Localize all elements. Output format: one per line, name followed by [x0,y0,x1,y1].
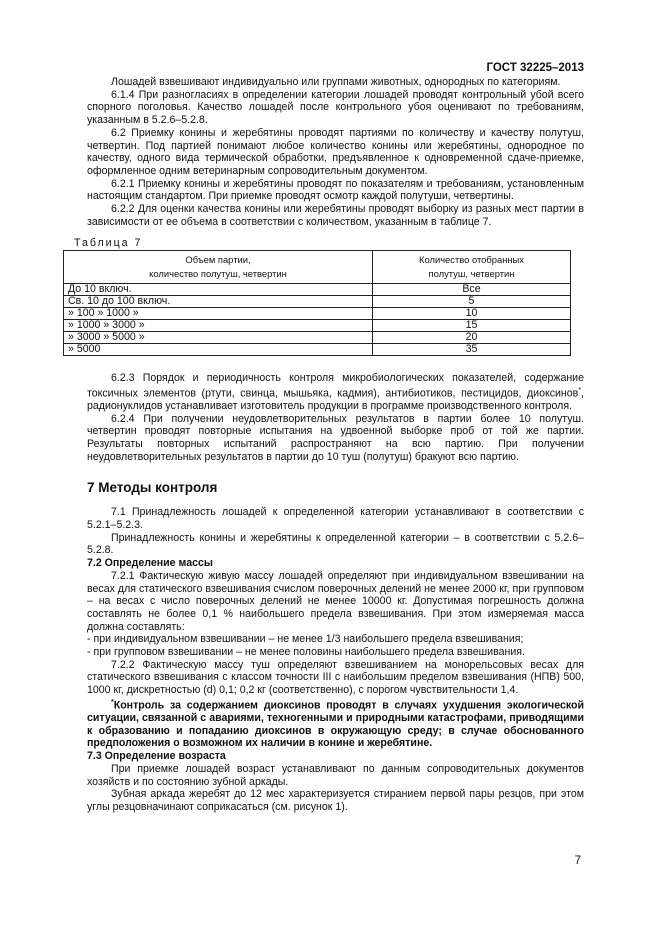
cell-count: Все [373,284,571,296]
document-body [68,76,584,814]
cell-count: 15 [373,320,571,332]
subsection-heading: 7.2 Определение массы [87,557,213,570]
paragraph: 6.2.4 При получении неудовлетворительных результатов в партии более 10 полутуш. четвертин проводят повторные испытания на удвоенной выборке проб от той же партии. Результаты повторных испытаний распространяют на всю партию. При получении неудовлетворительных результатов в партии до 10 туш (полутуш) бракуют всю партию. [87,412,584,463]
column-header-volume: Объем партии, количество полутуш, четвертин [64,251,373,284]
cell-count: 5 [373,296,571,308]
list-item: - при индивидуальном взвешивании – не менее 1/3 наибольшего предела взвешивания; [87,633,524,646]
paragraph: 6.2.2 Для оценки качества конины или жеребятины проводят выборку из разных мест партии в зависимости от ее объема в соответствии с количеством, указанным в таблице 7. [87,203,584,228]
cell-volume: » 1000 » 3000 » [64,320,373,332]
paragraph: Зубная аркада жеребят до 12 мес характеризуется стиранием первой пары резцов, при этом углы резцовначинают соприкасаться (см. рисунок 1). [87,788,584,813]
footnote-mark: * [578,386,582,394]
cell-volume: » 5000 [64,344,373,356]
cell-volume: » 3000 » 5000 » [64,332,373,344]
table-row [64,320,571,332]
paragraph: 6.2.1 Приемку конины и жеребятины проводят по показателям и требованиям, установленным настоящим стандартом. При приемке проводят осмотр каждой полутуши, четвертины. [87,177,584,203]
table-row [64,296,571,308]
table-row [64,344,571,356]
table-header-row [64,251,571,284]
paragraph: 7.2.1 Фактическую живую массу лошадей определяют при индивидуальном взвешивании на весах для статического взвешивания счислом поверочных делений не менее 2000 кг, при групповом – на весах с число поверочных делений не менее 10000 кг. Допустимая погрешность должна составлять не более 0,1 % наибольшего предела взвешивания. При этом измеряемая масса должна составлять: [87,569,584,633]
paragraph: 6.2.3 Порядок и периодичность контроля микробиологических показателей, содержание токсичных элементов (ртути, свинца, мышьяка, кадмия), антибиотиков, пестицидов, диоксинов*, радионуклидов устанавливает изготовитель продукции в программе производственного контроля. [87,372,584,413]
table-row [64,332,571,344]
table-caption: Таблица 7 [74,237,143,250]
subsection-heading: 7.3 Определение возраста [87,750,226,763]
paragraph: При приемке лошадей возраст устанавливают по данным сопроводительных документов хозяйств и по состоянию зубной аркады. [87,762,584,788]
cell-count: 10 [373,308,571,320]
cell-volume: До 10 включ. [64,284,373,296]
paragraph: 6.2 Приемку конины и жеребятины проводят партиями по количеству и качеству полутуш, четвертин. Под партией понимают любое количество конины или жеребятины, однородное по качеству, одного вида термической обработки, предъявленное к одновременной сдаче-приемке, оформленное одним ветеринарным сопроводительным документом. [87,126,584,177]
paragraph: 7.2.2 Фактическую массу туш определяют взвешиванием на монорельсовых весах для статического взвешивания с классом точности III с наибольшим пределом взвешивания (НПВ) 500, 1000 кг, дискретностью (d) 0,1; 0,2 кг (соответственно), с порогом чувствительности 1,4. [87,658,584,697]
cell-volume: Св. 10 до 100 включ. [64,296,373,308]
document-id-header: ГОСТ 32225–2013 [486,62,584,74]
paragraph: 7.1 Принадлежность лошадей к определенной категории устанавливают в соответствии с 5.2.1–5.2.3. [87,506,584,531]
list-item: - при групповом взвешивании – не менее половины наибольшего предела взвешивания. [87,646,525,659]
sampling-table [63,250,571,356]
column-header-count: Количество отобранных полутуш, четвертин [373,251,571,284]
paragraph: Принадлежность конины и жеребятины к определенной категории – в соответствии с 5.2.6–5.2.8. [87,531,584,557]
footnote: *Контроль за содержанием диоксинов проводят в случаях ухудшения экологической ситуации, связанной с авариями, техногенными и природными катастрофами, приводящими к образованию и попаданию диоксинов в окружающую среду; в случае обоснованного предположения о возможном их наличии в конине и жеребятине. [87,698,584,750]
footnote-mark: * [111,698,114,706]
paragraph: Лошадей взвешивают индивидуально или группами животных, однородных по категориям. [111,76,561,88]
cell-volume: » 100 » 1000 » [64,308,373,320]
paragraph: 6.1.4 При разногласиях в определении категории лошадей проводят контрольный убой всего спорного поголовья. Качество лошадей после контрольного убоя оценивают по требованиям, указанным в 5.2.6–5.2.8. [87,88,584,127]
cell-count: 20 [373,332,571,344]
page-number: 7 [574,855,581,867]
table-row [64,308,571,320]
section-heading: 7 Методы контроля [87,479,218,495]
cell-count: 35 [373,344,571,356]
table-row [64,284,571,296]
